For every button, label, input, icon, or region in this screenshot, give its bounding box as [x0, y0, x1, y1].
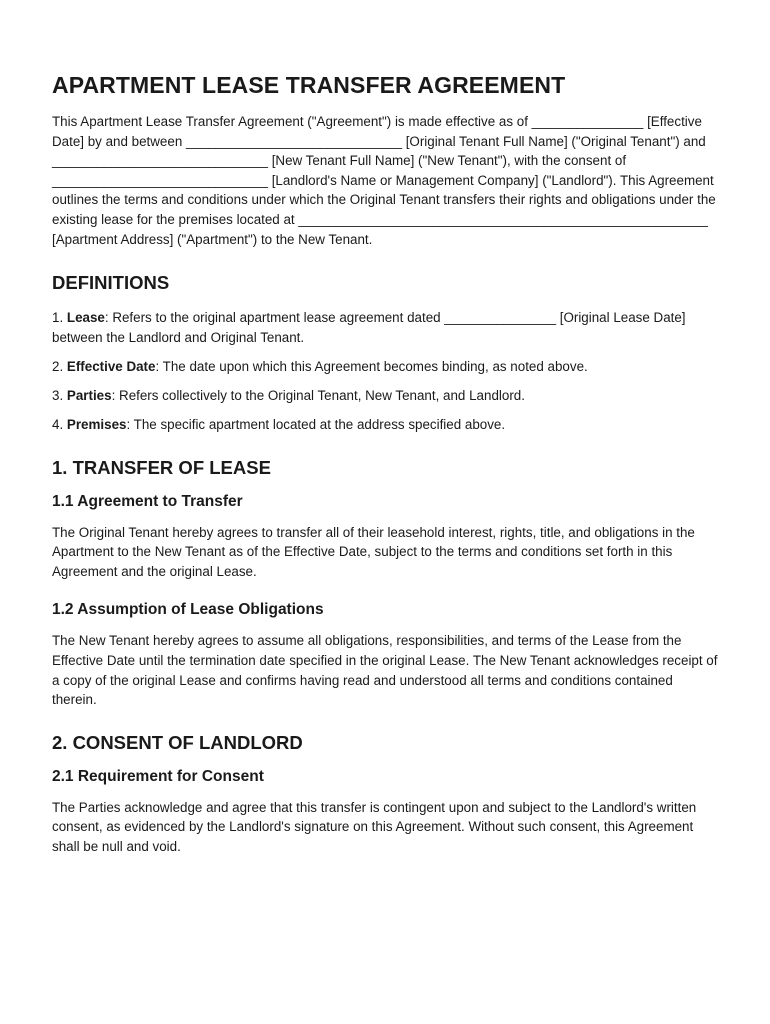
definition-number: 1.	[52, 310, 64, 326]
subsection-2-1-heading: 2.1 Requirement for Consent	[52, 767, 264, 785]
definition-text: : The specific apartment located at the address specified above.	[126, 417, 506, 433]
definitions-heading: DEFINITIONS	[52, 272, 170, 294]
definition-term: Parties	[66, 387, 112, 403]
document-title: APARTMENT LEASE TRANSFER AGREEMENT	[52, 72, 566, 98]
intro-paragraph: This Apartment Lease Transfer Agreement ("Agreement") is made effective as of _______________ [Effective Date] by and between _____________________________ [Original Tenant Full Name] ("Original Tenant") and _____________________________ [New Tenant Full Name] ("New Tenant"), with the consent of _____________________________ [Landlord's Name or Management Company] ("Landlord"). This Agreement outlines the terms and conditions under which the Original Tenant transfers their rights and obligations under the existing lease for the premises located at _______________________________________________________ [Apartment Address] ("Apartment") to the New Tenant.	[52, 114, 716, 247]
definition-item	[52, 415, 720, 435]
definition-text: : Refers collectively to the Original Tenant, New Tenant, and Landlord.	[111, 387, 525, 403]
subsection-1-2-text: The New Tenant hereby agrees to assume all obligations, responsibilities, and terms of the Lease from the Effective Date until the termination date specified in the original Lease. The New Tenant acknowledges receipt of a copy of the original Lease and confirms having read and understood all terms and conditions contained therein.	[52, 633, 718, 708]
definition-item	[52, 357, 720, 377]
subsection-2-1-text: The Parties acknowledge and agree that this transfer is contingent upon and subject to the Landlord's written consent, as evidenced by the Landlord's signature on this Agreement. Without such consent, this Agreement shall be null and void.	[52, 799, 697, 854]
section-1-heading: 1. TRANSFER OF LEASE	[52, 456, 271, 478]
definition-text: : Refers to the original apartment lease agreement dated _______________ [Original Lease Date] between the Landlord and Original Tenant.	[52, 310, 686, 345]
definition-item	[52, 386, 720, 406]
subsection-1-2-heading: 1.2 Assumption of Lease Obligations	[52, 601, 324, 619]
definition-term: Effective Date	[66, 358, 156, 374]
section-2-heading: 2. CONSENT OF LANDLORD	[52, 731, 303, 753]
definition-number: 3.	[52, 387, 64, 403]
definition-term: Lease	[66, 310, 105, 326]
definition-text: : The date upon which this Agreement becomes binding, as noted above.	[155, 358, 588, 374]
definition-item	[52, 308, 720, 347]
definition-number: 2.	[52, 358, 64, 374]
document-page	[52, 72, 720, 877]
definition-term: Premises	[66, 417, 127, 433]
subsection-1-1-text: The Original Tenant hereby agrees to transfer all of their leasehold interest, rights, title, and obligations in the Apartment to the New Tenant as of the Effective Date, subject to the terms and conditions set forth in this Agreement and the original Lease.	[52, 524, 695, 579]
definition-number: 4.	[52, 417, 64, 433]
subsection-1-1-heading: 1.1 Agreement to Transfer	[52, 492, 243, 510]
